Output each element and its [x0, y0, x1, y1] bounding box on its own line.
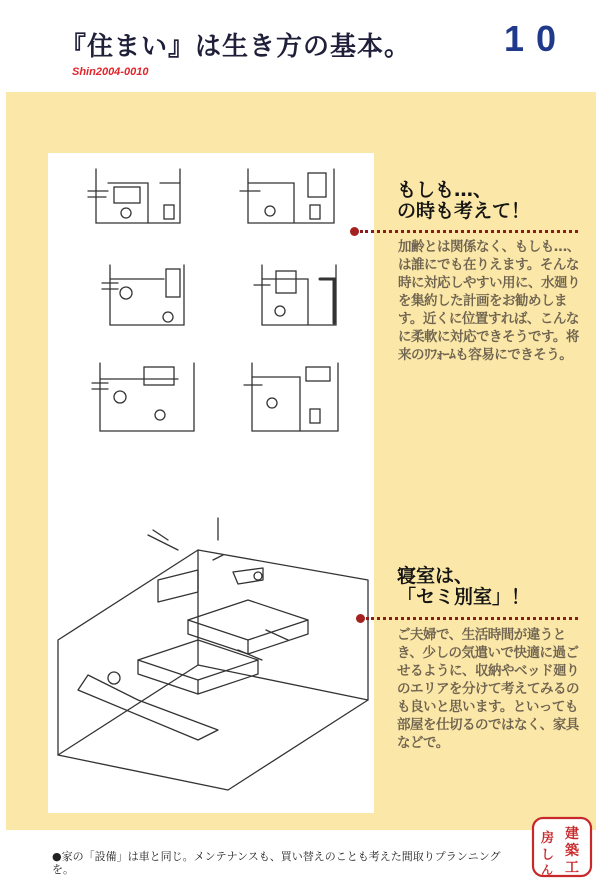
plan-sketch-1	[88, 169, 180, 223]
section-1-body: 加齢とは関係なく、もしも…、は誰にでも在りえます。そんな時に対応しやすい用に、水廻りを集約した計画をお勧めします。近くに位置すれば、こんなに柔軟に対応できそうです。将来のﾘﾌｫｰﾑも容易にできそう。	[398, 239, 580, 363]
plan-sketch-2	[240, 169, 334, 223]
bedroom-isometric-sketch	[48, 500, 378, 800]
section-2-heading: 寝室は、 「セミ別室」！	[397, 565, 531, 608]
section-1-dotted-rule	[360, 230, 578, 233]
svg-text:ん: ん	[541, 863, 554, 877]
section-1-bullet-dot	[350, 227, 359, 236]
svg-text:房: 房	[541, 831, 555, 846]
svg-text:し: し	[541, 848, 555, 863]
plan-sketch-5	[92, 363, 194, 431]
footer-note: ●家の「設備」は車と同じ。メンテナンスも、買い替えのことも考えた間取りプランニングを。	[52, 850, 501, 876]
section-2-body: ご夫婦で、生活時間が違うとき、少しの気遣いで快適に過ごせるように、収納やベッド廻りのエリアを分けて考えてみるのも良いと思います。といっても部屋を仕切るのではなく、家具などで。	[397, 627, 579, 751]
section-2-bullet-dot	[356, 614, 365, 623]
company-seal-stamp	[529, 814, 595, 880]
svg-text:工: 工	[565, 860, 579, 876]
section-2-dotted-rule	[366, 617, 578, 620]
section-1-heading: もしも…、 の時も考えて！	[397, 179, 531, 222]
plan-sketch-6	[244, 363, 338, 431]
svg-text:建: 建	[565, 826, 579, 842]
plan-sketch-4	[254, 265, 336, 325]
page-title: 『住まい』は生き方の基本。	[60, 32, 412, 62]
document-code: Shin2004-0010	[72, 66, 149, 78]
plan-sketch-3	[102, 265, 184, 325]
svg-text:築: 築	[565, 843, 579, 859]
floor-plan-sketches	[48, 153, 374, 453]
page-number: 10	[504, 18, 569, 59]
